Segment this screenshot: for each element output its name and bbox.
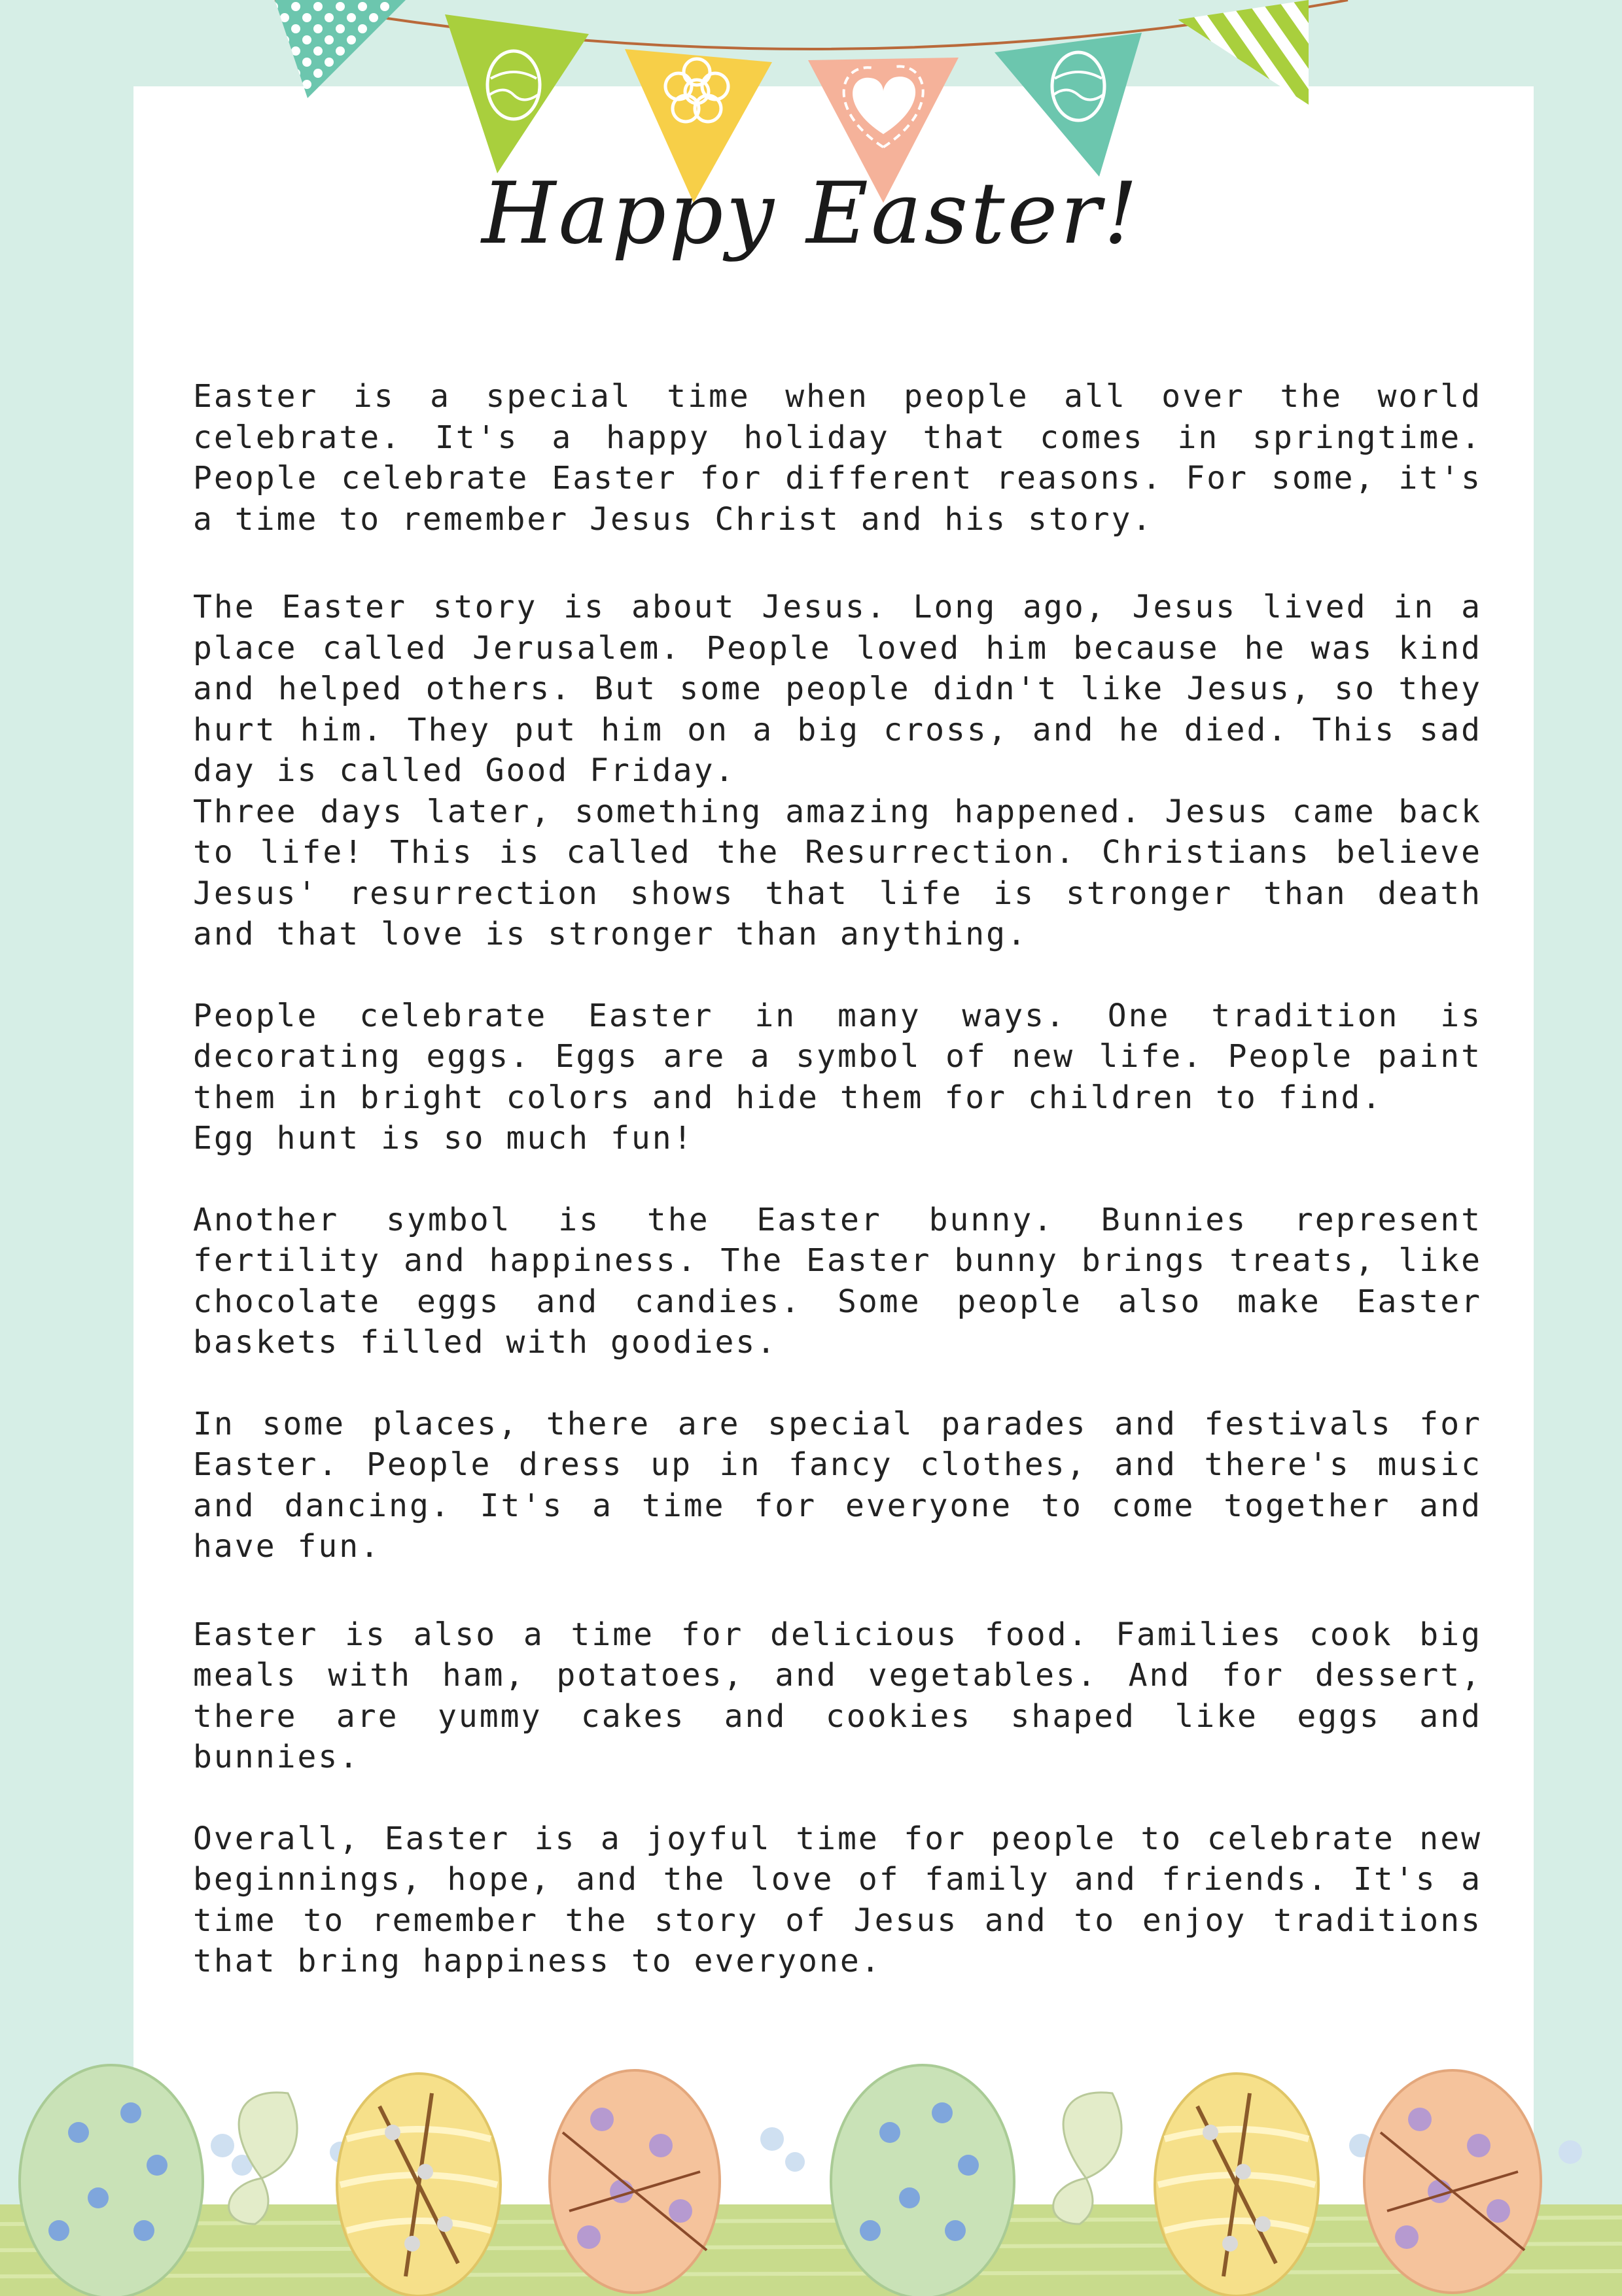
peach-egg-icon	[550, 2070, 720, 2293]
green-egg-icon	[20, 2065, 203, 2296]
striped-flag-icon	[1178, 0, 1309, 105]
paragraph-intro: Easter is a special time when people all over the world celebrate. It's a happy holiday that comes in springtime. People celebrate Easter for different reasons. For some, it's a time to remember Jesus Christ and his story.	[193, 378, 1482, 538]
paragraph-egg-hunt: Egg hunt is so much fun!	[193, 1120, 694, 1157]
paragraph-resurrection: Three days later, something amazing happened. Jesus came back to life! This is called the Resurrection. Christians believe Jesus' resurrection shows that life is stronger than death and that love is stronger than anything.	[193, 793, 1482, 952]
polka-dot-flag-icon	[275, 0, 406, 98]
paragraph-overall: Overall, Easter is a joyful time for people to celebrate new beginnings, hope, and the love of family and friends. It's a time to remember the story of Jesus and to enjoy traditions that bring happiness to everyone.	[193, 1820, 1482, 1979]
paragraph-eggs: People celebrate Easter in many ways. One tradition is decorating eggs. Eggs are a symbol of new life. People paint them in bright colors and hide them for children to find.	[193, 997, 1482, 1116]
page-title: Happy Easter!	[482, 164, 1140, 263]
butterfly-icon	[1053, 2093, 1121, 2224]
paragraph-bunny: Another symbol is the Easter bunny. Bunnies represent fertility and happiness. The Easter bunny brings treats, like chocolate eggs and candies. Some people also make Easter baskets filled with goodies.	[193, 1201, 1482, 1361]
decorated-eggs-border	[0, 2015, 1622, 2296]
peach-egg-icon	[1364, 2070, 1541, 2293]
green-egg-icon	[831, 2065, 1014, 2296]
paragraph-food: Easter is also a time for delicious food. Families cook big meals with ham, potatoes, and vegetables. And for dessert, there are yummy cakes and cookies shaped like eggs and bunnies.	[193, 1616, 1482, 1775]
article-body	[193, 376, 1482, 2023]
yellow-egg-icon	[337, 2074, 501, 2296]
easter-egg-flag-icon	[995, 33, 1142, 177]
paragraph-parades: In some places, there are special parades and festivals for Easter. People dress up in fancy clothes, and there's music and dancing. It's a time for everyone to come together and have fun.	[193, 1405, 1482, 1565]
paragraph-story: The Easter story is about Jesus. Long ago, Jesus lived in a place called Jerusalem. People loved him because he was kind and helped others. But some people didn't like Jesus, so they hurt him. They put him on a big cross, and he died. This sad day is called Good Friday.	[193, 589, 1482, 789]
easter-egg-flag-icon	[445, 14, 589, 173]
yellow-egg-icon	[1155, 2074, 1318, 2296]
